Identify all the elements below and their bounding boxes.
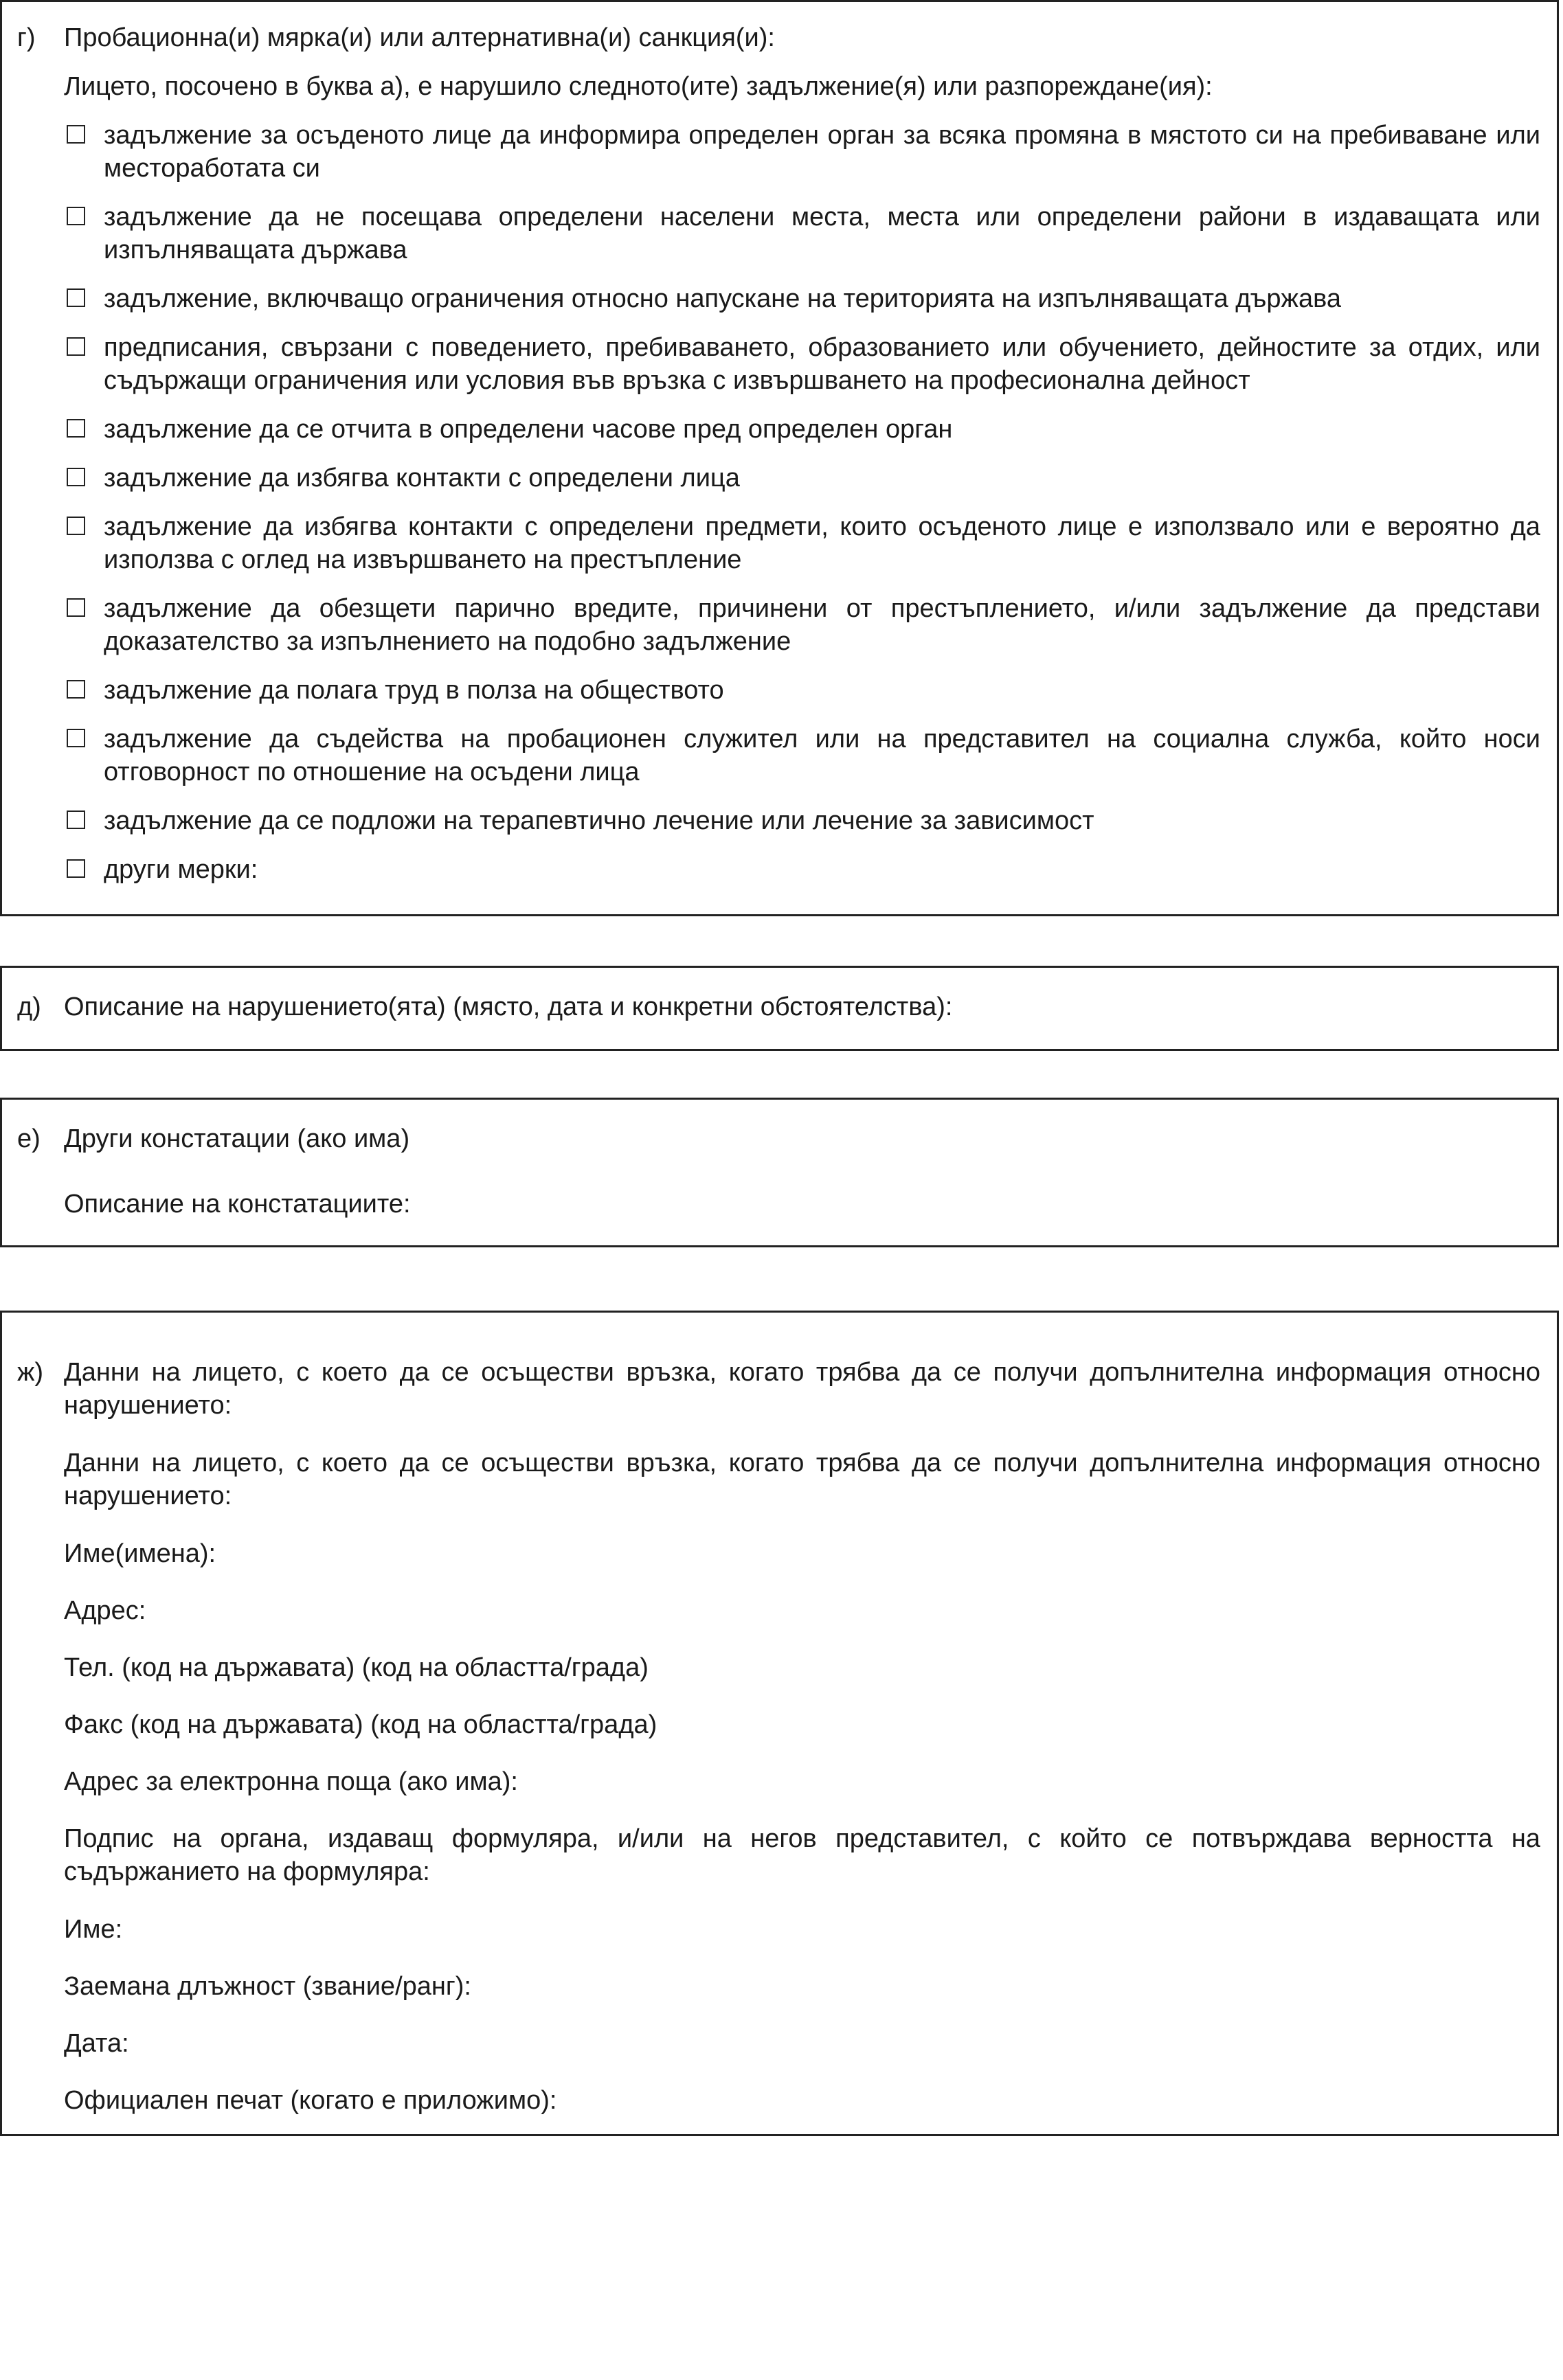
section-zh-box xyxy=(0,1311,1559,2136)
section-d-letter: д) xyxy=(17,993,41,1021)
signature-label: Подпис на органа, издаващ формуляра, и/или на негов представител, с който се потвърждава верността на съдържанието на формуляра: xyxy=(64,1824,1540,1886)
violation-option[interactable] xyxy=(64,592,1540,658)
violation-option-label: предписания, свързани с поведението, пребиваването, образованието или обучението, дейностите за отдих, или съдържащи ограничения или условия във връзка с извършването на професионална дейност xyxy=(104,333,1540,395)
checkbox-icon[interactable] xyxy=(67,859,85,878)
violation-option-label: задължение да обезщети парично вредите, причинени от престъплението, и/или задължение да представи доказателство за изпълнението на подобно задължение xyxy=(104,594,1540,656)
violation-option-label: задължение да съдейства на пробационен служител или на представител на социална служба, който носи отговорност по отношение на осъдени лица xyxy=(104,725,1540,786)
section-d-box xyxy=(0,966,1559,1051)
violation-option[interactable] xyxy=(64,674,1540,707)
violation-option-label: други мерки: xyxy=(104,855,258,884)
violation-option[interactable] xyxy=(64,119,1540,185)
section-zh-subtitle: Данни на лицето, с което да се осъществи връзка, когато трябва да се получи допълнителна информация относно нарушението: xyxy=(64,1449,1540,1510)
stamp-label: Официален печат (когато е приложимо): xyxy=(64,2086,557,2115)
checkbox-icon[interactable] xyxy=(67,125,85,144)
section-e-title: Други констатации (ако има) xyxy=(64,1124,410,1153)
checkbox-icon[interactable] xyxy=(67,517,85,535)
violation-option-label: задължение да полага труд в полза на обществото xyxy=(104,676,724,705)
checkbox-icon[interactable] xyxy=(67,729,85,747)
violation-option-label: задължение да се подложи на терапевтично лечение или лечение за зависимост xyxy=(104,806,1094,835)
section-zh-content xyxy=(64,1356,1540,2117)
violation-option[interactable] xyxy=(64,510,1540,576)
violation-option-label: задължение да се отчита в определени часове пред определен орган xyxy=(104,415,953,444)
checkbox-icon[interactable] xyxy=(67,207,85,225)
violation-option[interactable] xyxy=(64,282,1540,315)
violation-option-label: задължение да не посещава определени населени места, места или определени райони в издаващата или изпълняващата държава xyxy=(104,203,1540,264)
date-label: Дата: xyxy=(64,2029,129,2058)
violation-options-list xyxy=(64,119,1540,886)
email-label: Адрес за електронна поща (ако има): xyxy=(64,1767,518,1796)
section-g-content xyxy=(64,21,1540,886)
violation-option[interactable] xyxy=(64,331,1540,397)
section-e-box xyxy=(0,1098,1559,1247)
checkbox-icon[interactable] xyxy=(67,468,85,486)
checkbox-icon[interactable] xyxy=(67,598,85,617)
section-e-letter: е) xyxy=(17,1124,41,1153)
section-e-content xyxy=(64,1122,1540,1221)
section-g-box xyxy=(0,0,1559,916)
section-g-intro: Лицето, посочено в буква а), е нарушило следното(ите) задължение(я) или разпореждане(ия): xyxy=(64,72,1213,101)
section-zh-title: Данни на лицето, с което да се осъществи връзка, когато трябва да се получи допълнителна информация относно нарушението: xyxy=(64,1358,1540,1420)
names-label: Име(имена): xyxy=(64,1539,216,1568)
section-d-content xyxy=(64,990,1540,1023)
fax-label: Факс (код на държавата) (код на областта/града) xyxy=(64,1710,657,1739)
violation-option-label: задължение за осъденото лице да информира определен орган за всяка промяна в мястото си на пребиваване или месторaботата си xyxy=(104,121,1540,183)
violation-option-label: задължение да избягва контакти с определени предмети, които осъденото лице е използвало или е вероятно да използва с оглед на извършването на престъпление xyxy=(104,512,1540,574)
section-d-title: Описание на нарушението(ята) (място, дата и конкретни обстоятелства): xyxy=(64,993,953,1021)
violation-option[interactable] xyxy=(64,723,1540,789)
checkbox-icon[interactable] xyxy=(67,288,85,307)
phone-label: Тел. (код на държавата) (код на областта/града) xyxy=(64,1653,649,1682)
checkbox-icon[interactable] xyxy=(67,680,85,699)
section-e-description-label: Описание на констатациите: xyxy=(64,1190,411,1219)
violation-option[interactable] xyxy=(64,853,1540,886)
section-zh-letter: ж) xyxy=(17,1358,44,1387)
address-label: Адрес: xyxy=(64,1596,146,1625)
violation-option[interactable] xyxy=(64,462,1540,495)
violation-option-label: задължение да избягва контакти с определени лица xyxy=(104,464,740,492)
checkbox-icon[interactable] xyxy=(67,811,85,829)
violation-option-label: задължение, включващо ограничения относно напускане на територията на изпълняващата държава xyxy=(104,284,1341,313)
violation-option[interactable] xyxy=(64,804,1540,837)
violation-option[interactable] xyxy=(64,413,1540,446)
name-label: Име: xyxy=(64,1915,123,1944)
violation-option[interactable] xyxy=(64,201,1540,267)
section-g-title: Пробационна(и) мярка(и) или алтернативна(и) санкция(и): xyxy=(64,23,775,52)
checkbox-icon[interactable] xyxy=(67,337,85,356)
section-g-letter: г) xyxy=(17,23,36,52)
position-label: Заемана длъжност (звание/ранг): xyxy=(64,1972,471,2001)
checkbox-icon[interactable] xyxy=(67,419,85,438)
